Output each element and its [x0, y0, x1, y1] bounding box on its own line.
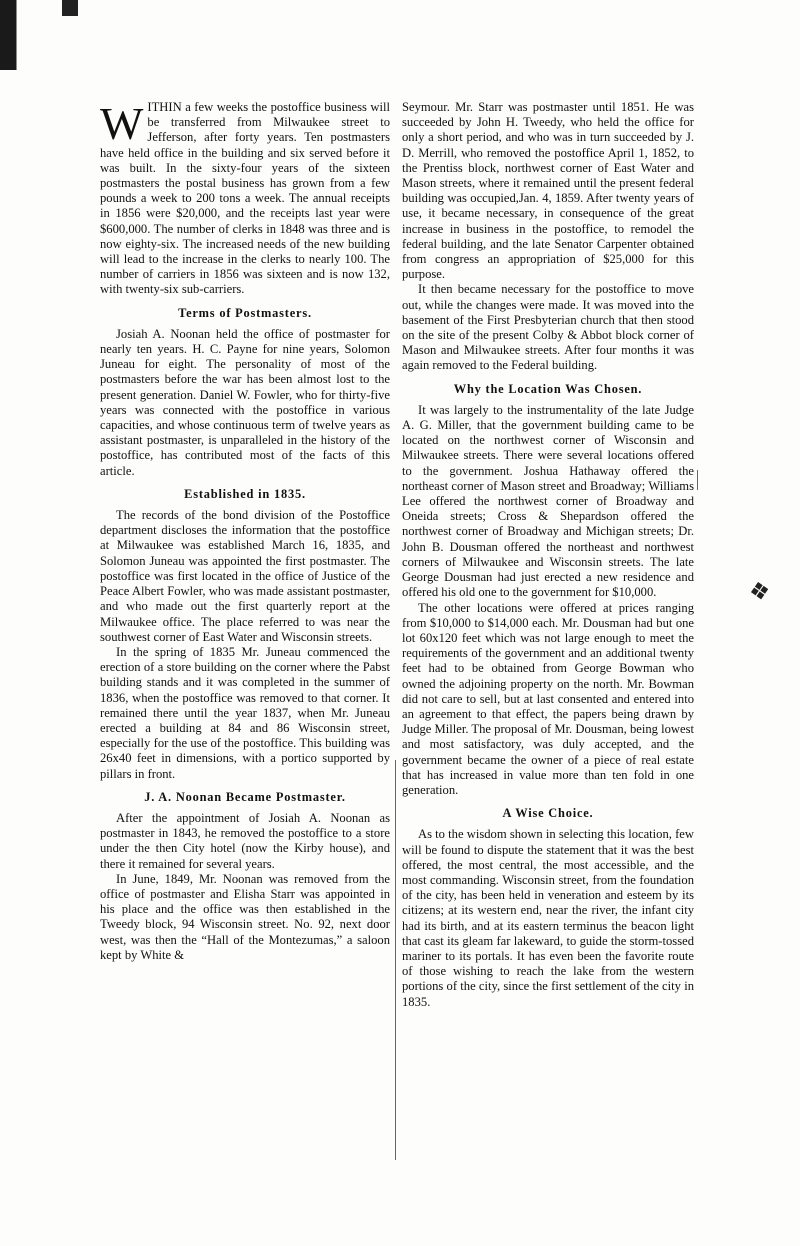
heading-established-1835: Established in 1835.: [184, 486, 306, 501]
noonan-paragraph-2: In June, 1849, Mr. Noonan was removed from the office of postmaster and Elisha Starr was appointed in his place and the office was then established in the Tweedy block, 94 Wisconsin street. No. 92, next door west, was then the “Hall of the Montezumas,” a saloon kept by White &: [100, 871, 390, 962]
intro-paragraph: [100, 100, 390, 298]
column-divider: [395, 760, 396, 1160]
heading-terms-of-postmasters: Terms of Postmasters.: [178, 305, 312, 320]
continuation-paragraph-1: Seymour. Mr. Starr was postmaster until 1851. He was succeeded by John H. Tweedy, who held the office for only a short period, and who was in turn succeeded by J. D. Merrill, who removed the postoffice April 1, 1852, to the Prentiss block, northwest corner of East Water and Mason streets, where it remained until the present federal building was occupied,Jan. 4, 1859. After twenty years of use, it became necessary, in consequence of the great increase in business in the postoffice, to remodel the federal building, and the late Senator Carpenter obtained from congress an appropriation of $25,000 for this purpose.: [402, 100, 694, 282]
established-paragraph-2: In the spring of 1835 Mr. Juneau commenced the erection of a store building on the corner where the Pabst building stands and it was completed in the summer of 1836, when the postoffice was removed to that corner. It remained there until the year 1837, when Mr. Juneau erected a building at 84 and 86 Wisconsin street, especially for the use of the postoffice. This building was 26x40 feet in dimensions, with a portico supported by pillars in front.: [100, 644, 390, 781]
scan-corner-mark: [62, 0, 78, 16]
heading-noonan-postmaster: J. A. Noonan Became Postmaster.: [144, 789, 346, 804]
heading-location-chosen: Why the Location Was Chosen.: [453, 381, 643, 396]
right-column: [402, 100, 694, 1010]
heading-wise-choice: A Wise Choice.: [502, 806, 594, 821]
scan-edge-mark: [0, 0, 30, 70]
column-divider-fragment: [697, 470, 698, 490]
stray-ink-mark: ❖: [746, 577, 773, 608]
drop-cap: W: [100, 98, 144, 149]
choice-paragraph: As to the wisdom shown in selecting this location, few will be found to dispute the statement that it was the best offered, the most central, the most accessible, and the most commanding. Wisconsin street, from the foundation of the city, has been held in veneration and esteem by its citizens; at its western end, near the river, the infant city had its birth, and at its eastern terminus the beacon light that cast its gleam far lakeward, to guide the storm-tossed mariner to its portals. It has even been the favorite route of those wishing to reach the lake from the western portions of the city, since the first settlement of the city in 1835.: [402, 827, 694, 1009]
terms-paragraph: Josiah A. Noonan held the office of postmaster for nearly ten years. H. C. Payne for nine years, Solomon Juneau for eight. The personality of most of the postmasters before the war has been almost lost to the present generation. Daniel W. Fowler, who for thirty-five years was connected with the postoffice in various capacities, and whose continuous term of twelve years as assistant postmaster, is unparalleled in the history of the postoffice, has contributed most of the facts of this article.: [100, 326, 390, 478]
location-paragraph-1: It was largely to the instrumentality of the late Judge A. G. Miller, that the government building came to be located on the northwest corner of Wisconsin and Milwaukee streets. There were several locations offered to the government. Joshua Hathaway offered the northeast corner of Mason street and Broadway; Williams Lee offered the northwest corner of Broadway and Oneida streets; Cross & Shepardson offered the northwest corner of Broadway and Michigan streets; Dr. John B. Dousman offered the northeast and northwest corners of Milwaukee and Wisconsin streets. The late George Dousman had just erected a new residence and offered his old one to the government for $10,000.: [402, 402, 694, 600]
continuation-paragraph-2: It then became necessary for the postoffice to move out, while the changes were made. It was moved into the basement of the First Presbyterian church that then stood on the site of the present Colby & Abbot block corner of Mason and Milwaukee streets. After four months it was again removed to the Federal building.: [402, 282, 694, 373]
left-column: [100, 100, 390, 963]
intro-text: ITHIN a few weeks the postoffice business will be transferred from Milwaukee street to Jefferson, after forty years. Ten postmasters have held office in the building and six served before it was built. In the sixty-four years of the sixteen postmasters the postal business has grown from a few pounds a week to 200 tons a week. The annual receipts in 1856 were $20,000, and the receipts last year were $600,000. The number of clerks in 1848 was three and is now eighty-six. The increased needs of the new building will lead to the increase in the clerks to nearly 100. The number of carriers in 1856 was sixteen and is now 132, with twenty-six sub-carriers.: [100, 100, 390, 297]
established-paragraph-1: The records of the bond division of the Postoffice department discloses the information that the postoffice at Milwaukee was established March 16, 1835, and Solomon Juneau was appointed the first postmaster. The postoffice was first located in the office of Justice of the Peace Albert Fowler, who was made assistant postmaster, and who made out the first quarterly report at the Milwaukee office. The place referred to was near the southwest corner of East Water and Wisconsin streets.: [100, 508, 390, 644]
noonan-paragraph-1: After the appointment of Josiah A. Noonan as postmaster in 1843, he removed the postoffice to a store under the then City hotel (now the Kirby house), and there it remained for several years.: [100, 810, 390, 871]
location-paragraph-2: The other locations were offered at prices ranging from $10,000 to $14,000 each. Mr. Dousman had but one lot 60x120 feet which was not large enough to meet the requirements of the government and an additional twenty feet had to be obtained from George Bowman who owned the adjoining property on the north. Mr. Bowman did not care to sell, but at last consented and entered into an agreement to that effect, the papers being drawn by Judge Miller. The proposal of Mr. Dousman, being lowest and most satisfactory, was duly accepted, and the government became the owner of a piece of real estate that has increased in value more than ten fold in one generation.: [402, 600, 694, 797]
